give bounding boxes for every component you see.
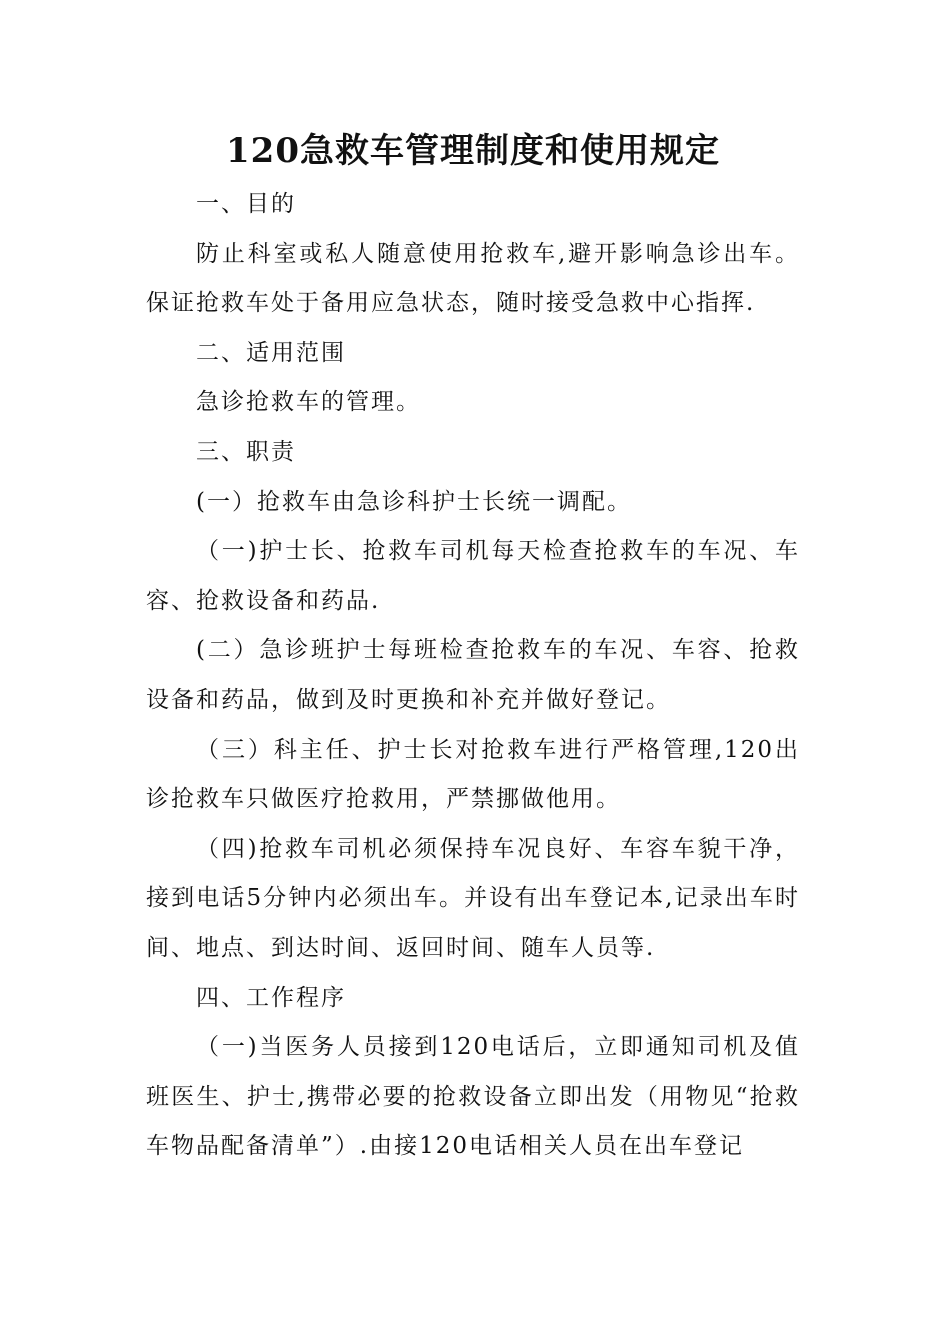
document-title: 120急救车管理制度和使用规定: [226, 131, 720, 171]
section-heading-procedure: 四、工作程序: [196, 984, 346, 1011]
section-heading-purpose: 一、目的: [196, 191, 296, 217]
paragraph-scope: 急诊抢救车的管理。: [196, 389, 421, 416]
paragraph-procedure-call: （一)当医务人员接到120电话后，立即通知司机及值班医生、护士,携带必要的抢救设备立即出发（用物见“抢救车物品配备清单”）.由接120电话相关人员在出车登记: [146, 1034, 800, 1160]
section-heading-scope: 二、适用范围: [196, 339, 346, 366]
paragraph-duty-dispatch: (一）抢救车由急诊科护士长统一调配。: [196, 488, 632, 515]
document-body: [146, 180, 800, 1172]
section-heading-duties: 三、职责: [196, 438, 296, 465]
paragraph-duty-daily-check: （一)护士长、抢救车司机每天检查抢救车的车况、车容、抢救设备和药品.: [146, 538, 800, 614]
paragraph-duty-driver: （四)抢救车司机必须保持车况良好、车容车貌干净，接到电话5分钟内必须出车。并设有出车登记本,记录出车时间、地点、到达时间、返回时间、随车人员等.: [146, 835, 800, 961]
paragraph-purpose: 防止科室或私人随意使用抢救车,避开影响急诊出车。保证抢救车处于备用应急状态，随时接受急救中心指挥.: [146, 240, 800, 317]
paragraph-duty-management: （三）科主任、护士长对抢救车进行严格管理,120出诊抢救车只做医疗抢救用，严禁挪做他用。: [146, 736, 800, 813]
paragraph-duty-shift-check: (二）急诊班护士每班检查抢救车的车况、车容、抢救设备和药品，做到及时更换和补充并做好登记。: [146, 637, 800, 713]
